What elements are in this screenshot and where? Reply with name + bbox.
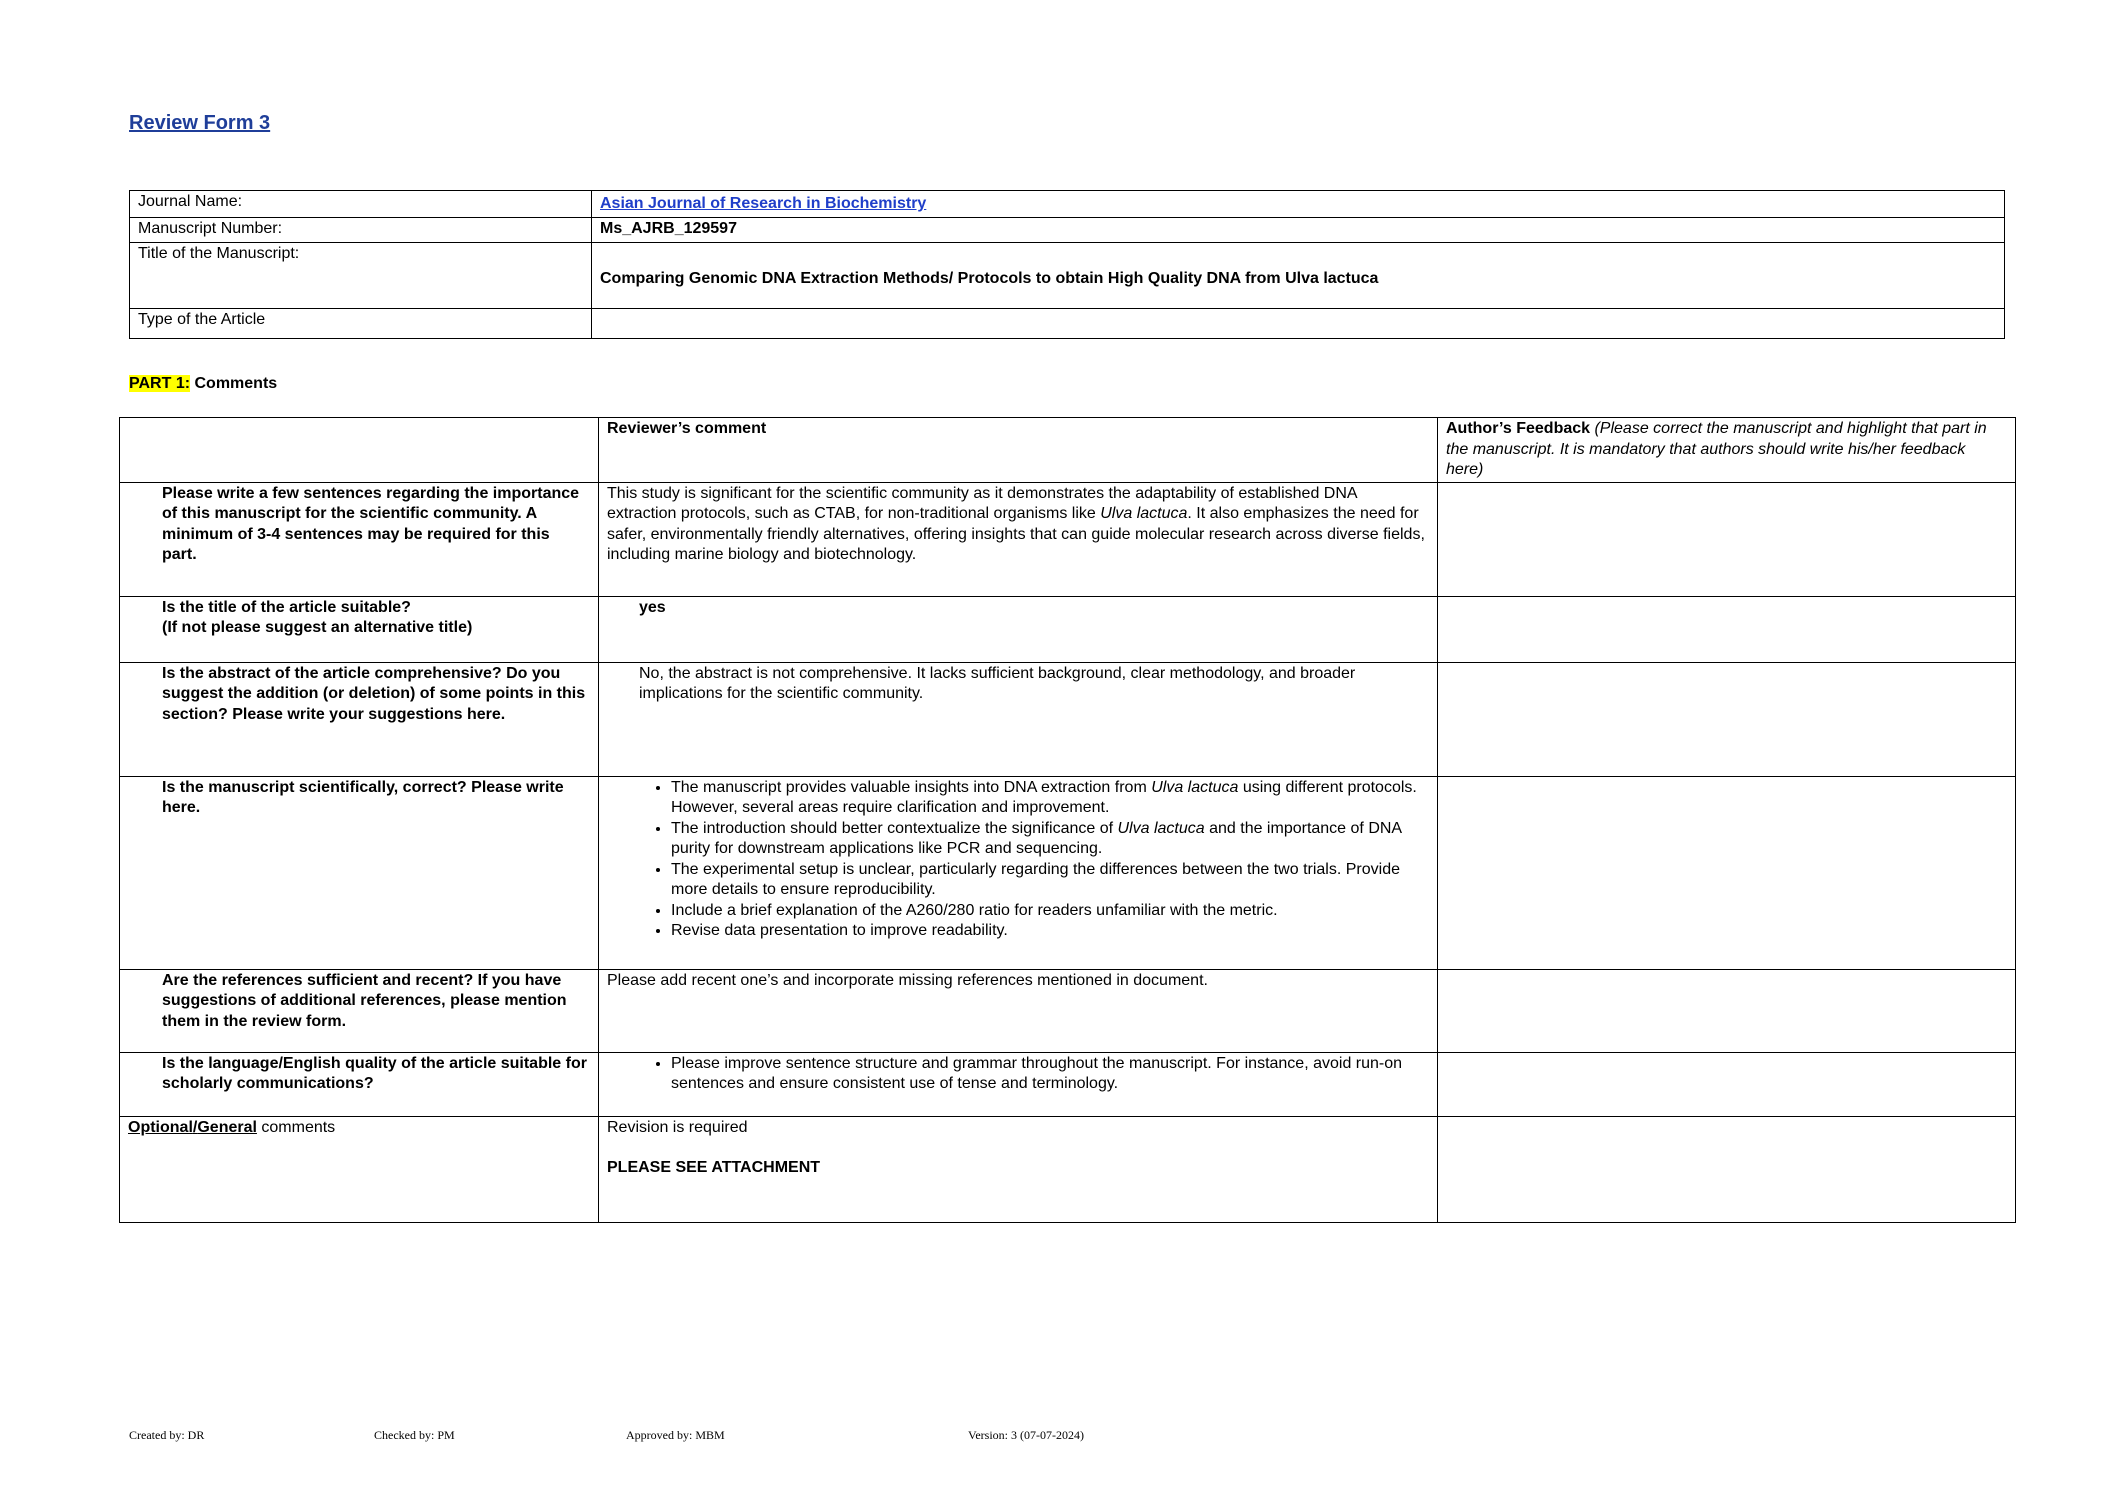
article-type-value <box>592 309 2005 339</box>
manuscript-number-label: Manuscript Number: <box>130 218 592 243</box>
question-abstract: Is the abstract of the article comprehensive? Do you suggest the addition (or deletion) of some points in this section? Please write your suggestions here. <box>120 662 599 776</box>
page-title[interactable]: Review Form 3 <box>129 112 271 134</box>
general-label: General <box>197 1118 257 1136</box>
manuscript-title-label: Title of the Manuscript: <box>130 243 592 309</box>
table-row <box>120 776 2016 969</box>
author-feedback-cell[interactable] <box>1438 482 2016 596</box>
author-feedback-cell[interactable] <box>1438 1052 2016 1116</box>
comment-text: This study is significant for the scientific community as it demonstrates the adaptability of established DNA extraction protocols, such as CTAB, for non-traditional organisms like <box>607 484 1357 522</box>
table-row <box>120 596 2016 662</box>
table-row <box>130 191 2005 218</box>
list-item: • Revise data presentation to improve readability. <box>671 921 1429 942</box>
footer-checked-by: Checked by: PM <box>374 1428 455 1442</box>
table-row <box>130 309 2005 339</box>
comment-bullet-list <box>607 1054 1429 1095</box>
optional-comments-label <box>120 1116 599 1222</box>
list-item <box>671 778 1429 819</box>
footer-version: Version: 3 (07-07-2024) <box>968 1428 1084 1442</box>
question-title-line1: Is the title of the article suitable? <box>162 598 411 616</box>
question-title <box>120 596 599 662</box>
list-item <box>671 819 1429 860</box>
comment-text: yes <box>639 598 666 616</box>
manuscript-title-value: Comparing Genomic DNA Extraction Methods/ Protocols to obtain High Quality DNA from Ulva lactuca <box>592 243 2005 309</box>
table-row <box>130 218 2005 243</box>
comment-text: and the importance of DNA purity for downstream applications like PCR and sequencing. <box>671 819 1402 857</box>
footer-created-by: Created by: DR <box>129 1428 205 1442</box>
reviewer-comment-title <box>599 596 1438 662</box>
question-language: Is the language/English quality of the article suitable for scholarly communications? <box>120 1052 599 1116</box>
author-feedback-cell[interactable] <box>1438 596 2016 662</box>
comment-text: using different protocols. However, several areas require clarification and improvement. <box>671 778 1417 816</box>
table-header-row <box>120 418 2016 483</box>
reviewer-comment-scientific <box>599 776 1438 969</box>
reviewer-comment-references: Please add recent one’s and incorporate missing references mentioned in document. <box>599 969 1438 1052</box>
comments-label: comments <box>256 1118 336 1136</box>
author-feedback-cell[interactable] <box>1438 776 2016 969</box>
journal-label: Journal Name: <box>130 191 592 218</box>
comment-text: The introduction should better contextualize the significance of <box>671 819 1118 837</box>
comment-attachment-note: PLEASE SEE ATTACHMENT <box>607 1159 821 1176</box>
comment-bullet-list <box>607 778 1429 942</box>
comments-table <box>119 417 2016 1223</box>
spacer <box>607 1138 1429 1158</box>
author-feedback-cell[interactable] <box>1438 969 2016 1052</box>
comment-text: No, the abstract is not comprehensive. It lacks sufficient background, clear methodology, and broader implications for the scientific community. <box>639 664 1356 702</box>
reviewer-comment-importance <box>599 482 1438 596</box>
author-feedback-cell[interactable] <box>1438 662 2016 776</box>
table-row <box>120 1052 2016 1116</box>
table-row <box>130 243 2005 309</box>
list-item: • Please improve sentence structure and grammar throughout the manuscript. For instance, avoid run-on sentences and ensure consistent use of tense and terminology. <box>671 1054 1429 1095</box>
comment-species: Ulva lactuca <box>1100 505 1188 522</box>
reviewer-comment-general <box>599 1116 1438 1222</box>
list-item: • Include a brief explanation of the A260/280 ratio for readers unfamiliar with the metric. <box>671 901 1429 922</box>
manuscript-number-value: Ms_AJRB_129597 <box>592 218 2005 243</box>
header-empty-cell <box>120 418 599 483</box>
optional-label-separator: / <box>192 1118 198 1136</box>
comment-text: Revision is required <box>607 1118 748 1136</box>
question-references: Are the references sufficient and recent? If you have suggestions of additional references, please mention them in the review form. <box>120 969 599 1052</box>
article-type-label: Type of the Article <box>130 309 592 339</box>
comment-text: . It also emphasizes the need for safer, environmentally friendly alternatives, offering insights that can guide molecular research across diverse fields, including marine biology and biotechnology. <box>607 505 1425 563</box>
part-heading <box>129 375 277 393</box>
reviewer-comment-header: Reviewer’s comment <box>599 418 1438 483</box>
author-feedback-header <box>1438 418 2016 483</box>
comment-text: The manuscript provides valuable insights into DNA extraction from <box>671 778 1152 796</box>
table-row <box>120 969 2016 1052</box>
optional-label: Optional <box>128 1118 193 1136</box>
author-feedback-header-bold: Author’s Feedback <box>1446 420 1591 437</box>
question-scientific: Is the manuscript scientifically, correct? Please write here. <box>120 776 599 969</box>
table-row <box>120 482 2016 596</box>
author-feedback-cell[interactable] <box>1438 1116 2016 1222</box>
reviewer-comment-abstract <box>599 662 1438 776</box>
question-importance: Please write a few sentences regarding the importance of this manuscript for the scientific community. A minimum of 3-4 sentences may be required for this part. <box>120 482 599 596</box>
table-row <box>120 662 2016 776</box>
table-row <box>120 1116 2016 1222</box>
part-text: Comments <box>190 375 278 392</box>
comment-species: Ulva lactuca <box>1117 819 1205 837</box>
footer-approved-by: Approved by: MBM <box>626 1428 725 1442</box>
question-title-line2: (If not please suggest an alternative title) <box>162 619 473 636</box>
manuscript-info-table <box>129 190 2005 339</box>
author-feedback-header-note: (Please correct the manuscript and highlight that part in the manuscript. It is mandatory that authors should write his/her feedback here) <box>1446 420 1987 478</box>
journal-link[interactable]: Asian Journal of Research in Biochemistry <box>592 191 2005 218</box>
reviewer-comment-language <box>599 1052 1438 1116</box>
comment-species: Ulva lactuca <box>1151 778 1239 796</box>
part-label: PART 1: <box>129 375 191 392</box>
list-item: • The experimental setup is unclear, particularly regarding the differences between the two trials. Provide more details to ensure reproducibility. <box>671 860 1429 901</box>
